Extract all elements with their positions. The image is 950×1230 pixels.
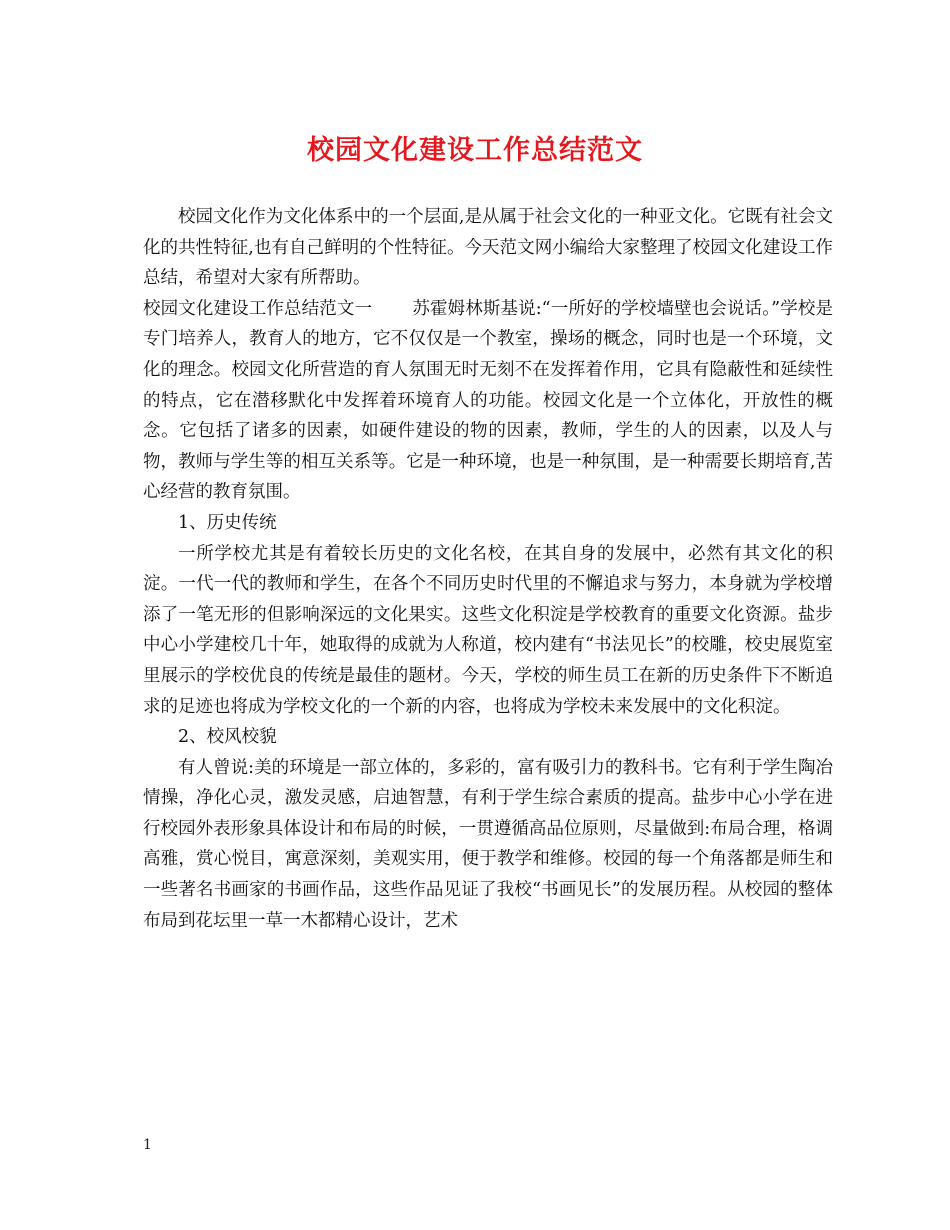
- document-body: [143, 202, 833, 936]
- history-paragraph: 一所学校尤其是有着较长历史的文化名校，在其自身的发展中，必然有其文化的积淀。一代一代的教师和学生，在各个不同历史时代里的不懈追求与努力，本身就为学校增添了一笔无形的但影响深远的文化果实。这些文化积淀是学校教育的重要文化资源。盐步中心小学建校几十年，她取得的成就为人称道，校内建有“书法见长”的校雕，校史展览室里展示的学校优良的传统是最佳的题材。今天，学校的师生员工在新的历史条件下不断追求的足迹也将成为学校文化的一个新的内容，也将成为学校未来发展中的文化积淀。: [143, 543, 833, 717]
- section-heading: 校园文化建设工作总结范文一: [143, 298, 373, 319]
- section-text: 苏霍姆林斯基说:“一所好的学校墙壁也会说话。”学校是专门培养人，教育人的地方，它不仅仅是一个教室，操场的概念，同时也是一个环境，文化的理念。校园文化所营造的育人氛围无时无刻不在发挥着作用，它具有隐蔽性和延续性的特点，它在潜移默化中发挥着环境育人的功能。校园文化是一个立体化，开放性的概念。它包括了诸多的因素，如硬件建设的物的因素，教师，学生的人的因素，以及人与物，教师与学生等的相互关系等。它是一种环境，也是一种氛围，是一种需要长期培育,苦心经营的教育氛围。: [143, 298, 833, 503]
- document-title: 校园文化建设工作总结范文: [307, 135, 643, 166]
- subheading-history: 1、历史传统: [178, 512, 277, 533]
- page-number: 1: [143, 1137, 152, 1153]
- campus-paragraph: 有人曾说:美的环境是一部立体的，多彩的，富有吸引力的教科书。它有利于学生陶冶情操，净化心灵，激发灵感，启迪智慧，有利于学生综合素质的提高。盐步中心小学在进行校园外表形象具体设计和布局的时候，一贯遵循高品位原则，尽量做到:布局合理，格调高雅，赏心悦目，寓意深刻，美观实用，便于教学和维修。校园的每一个角落都是师生和一些著名书画家的书画作品，这些作品见证了我校“书画见长”的发展历程。从校园的整体布局到花坛里一草一木都精心设计，艺术: [143, 757, 833, 931]
- section-paragraph: [143, 294, 833, 508]
- intro-paragraph: 校园文化作为文化体系中的一个层面,是从属于社会文化的一种亚文化。它既有社会文化的共性特征,也有自己鲜明的个性特征。今天范文网小编给大家整理了校园文化建设工作总结，希望对大家有所帮助。: [143, 207, 833, 289]
- subheading-campus: 2、校风校貌: [178, 727, 277, 748]
